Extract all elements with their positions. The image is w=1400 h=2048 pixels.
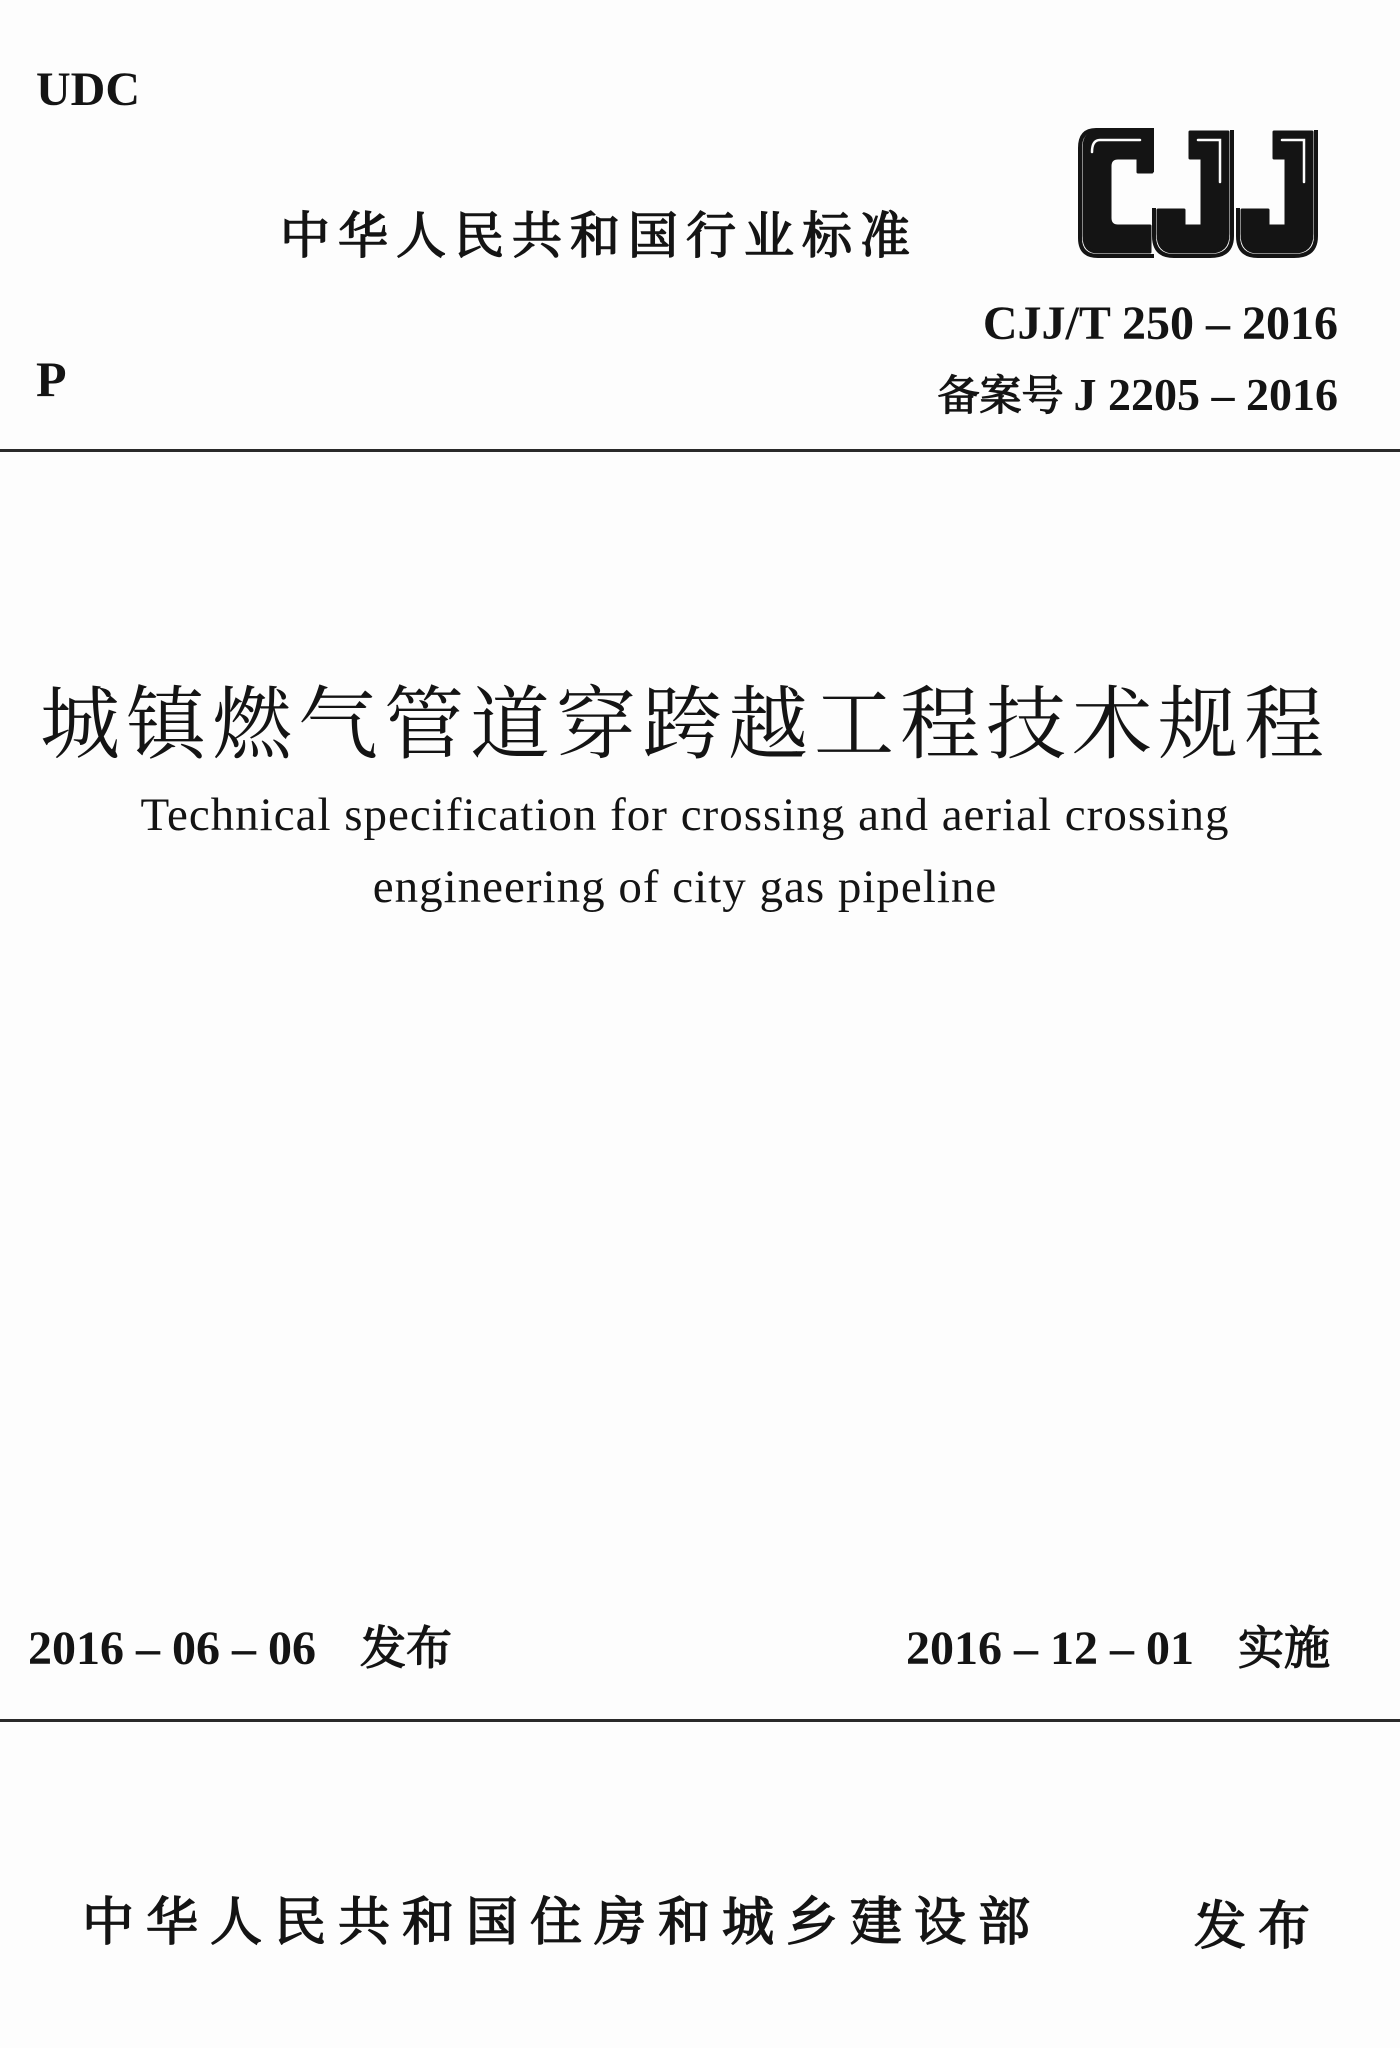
release-date: 2016 – 06 – 06 [28, 1622, 316, 1675]
record-number-value: J 2205 – 2016 [1073, 369, 1338, 420]
title-english-line-2: engineering of city gas pipeline [372, 861, 998, 913]
industry-standard-heading: 中华人民共和国行业标准 [280, 207, 918, 265]
effective-date-block [906, 1612, 1330, 1678]
record-number-line [937, 363, 1338, 423]
footer-divider [0, 1719, 1400, 1722]
record-number-label: 备案号 [937, 371, 1064, 420]
publisher-name: 中华人民共和国住房和城乡建设部 [82, 1893, 1043, 1953]
title-chinese: 城镇燃气管道穿跨越工程技术规程 [40, 678, 1330, 771]
release-label: 发布 [360, 1621, 452, 1675]
publisher-action: 发布 [1193, 1897, 1322, 1957]
standard-number: CJJ/T 250 – 2016 [982, 297, 1338, 350]
title-english-line-1: Technical specification for crossing and aerial crossing [140, 789, 1230, 841]
udc-label: UDC [36, 63, 140, 116]
header-divider [0, 449, 1400, 452]
effective-date: 2016 – 12 – 01 [906, 1622, 1194, 1675]
cjj-logo [1078, 122, 1338, 262]
effective-label: 实施 [1238, 1621, 1330, 1675]
category-code: P [36, 351, 67, 407]
cjj-logo-graphic [1078, 122, 1338, 262]
release-date-block [28, 1612, 452, 1678]
